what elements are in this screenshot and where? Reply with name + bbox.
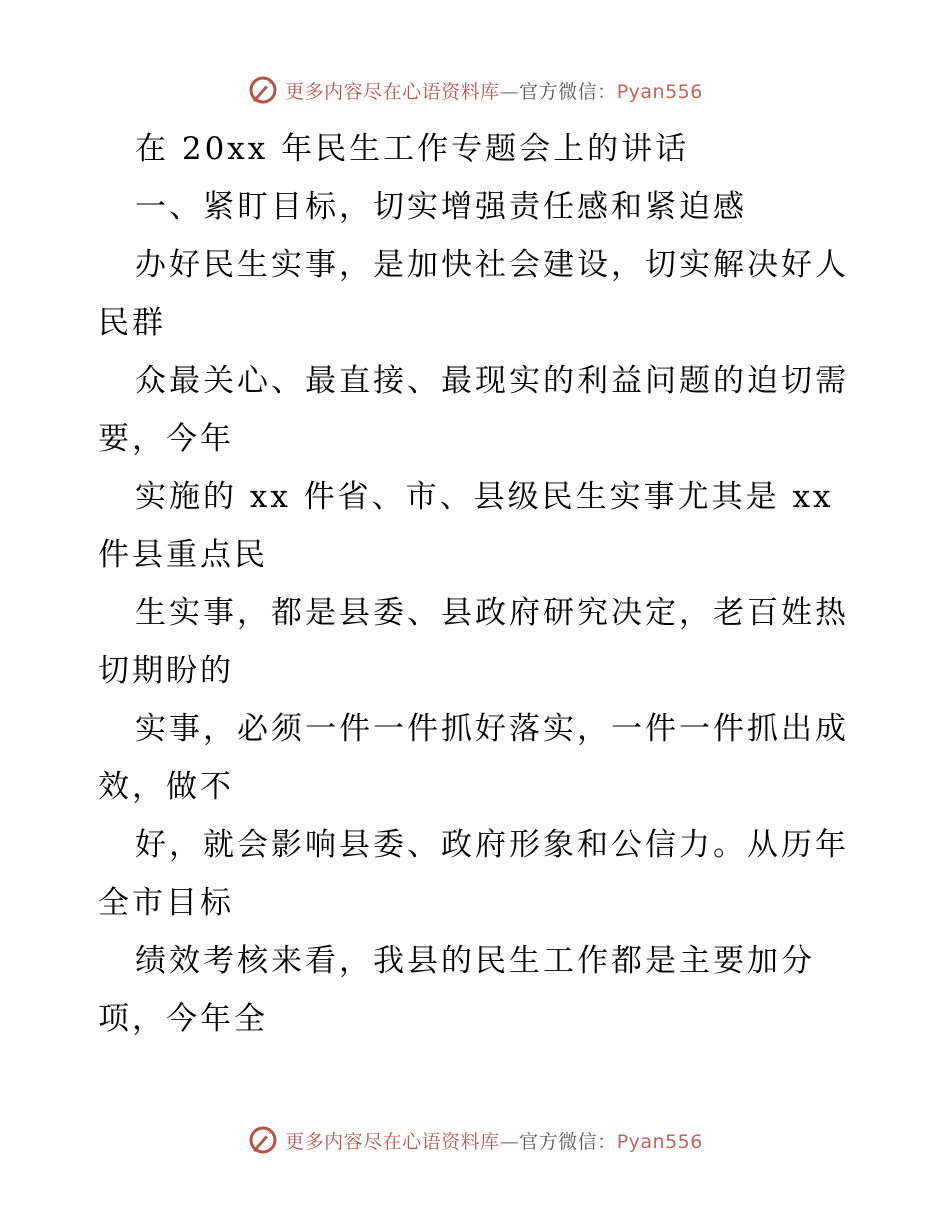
header-banner-wechat-id: Pyan556 bbox=[616, 80, 703, 103]
paragraph-line: 实事，必须一件一件抓好落实，一件一件抓出成 bbox=[135, 711, 849, 747]
footer-watermark-banner bbox=[0, 1120, 950, 1160]
paragraph-line: 好，就会影响县委、政府形象和公信力。从历年 bbox=[135, 827, 849, 863]
paragraph-line: 件县重点民 bbox=[98, 537, 268, 573]
paragraph-line: 实施的 xx 件省、市、县级民生实事尤其是 xx bbox=[135, 479, 834, 515]
paragraph-line: 绩效考核来看，我县的民生工作都是主要加分 bbox=[135, 943, 815, 979]
paragraph-line: 项，今年全 bbox=[98, 1001, 268, 1037]
paragraph-line: 众最关心、最直接、最现实的利益问题的迫切需 bbox=[135, 363, 849, 399]
header-banner-dash: — bbox=[499, 80, 520, 103]
paragraph-line: 效，做不 bbox=[98, 769, 234, 805]
footer-banner-dash: — bbox=[499, 1130, 520, 1153]
footer-banner-text bbox=[285, 1127, 703, 1154]
document-title: 在 20xx 年民生工作专题会上的讲话 bbox=[135, 131, 690, 167]
pen-logo-icon bbox=[247, 74, 279, 106]
document-body bbox=[98, 120, 858, 1048]
header-watermark-banner bbox=[0, 70, 950, 110]
header-banner-title: 更多内容尽在心语资料库 bbox=[285, 80, 500, 103]
header-banner-text bbox=[285, 77, 703, 104]
pen-logo-icon bbox=[247, 1124, 279, 1156]
footer-banner-title: 更多内容尽在心语资料库 bbox=[285, 1130, 500, 1153]
paragraph-line: 全市目标 bbox=[98, 885, 234, 921]
paragraph-line: 办好民生实事，是加快社会建设，切实解决好人 bbox=[135, 247, 849, 283]
paragraph-line: 切期盼的 bbox=[98, 653, 234, 689]
paragraph-line: 要，今年 bbox=[98, 421, 234, 457]
paragraph-line: 生实事，都是县委、县政府研究决定，老百姓热 bbox=[135, 595, 849, 631]
paragraph-line: 民群 bbox=[98, 305, 166, 341]
footer-banner-wechat-id: Pyan556 bbox=[616, 1130, 703, 1153]
footer-banner-wechat-label: 官方微信： bbox=[519, 1130, 617, 1153]
section-heading: 一、紧盯目标，切实增强责任感和紧迫感 bbox=[135, 189, 747, 225]
header-banner-wechat-label: 官方微信： bbox=[519, 80, 617, 103]
